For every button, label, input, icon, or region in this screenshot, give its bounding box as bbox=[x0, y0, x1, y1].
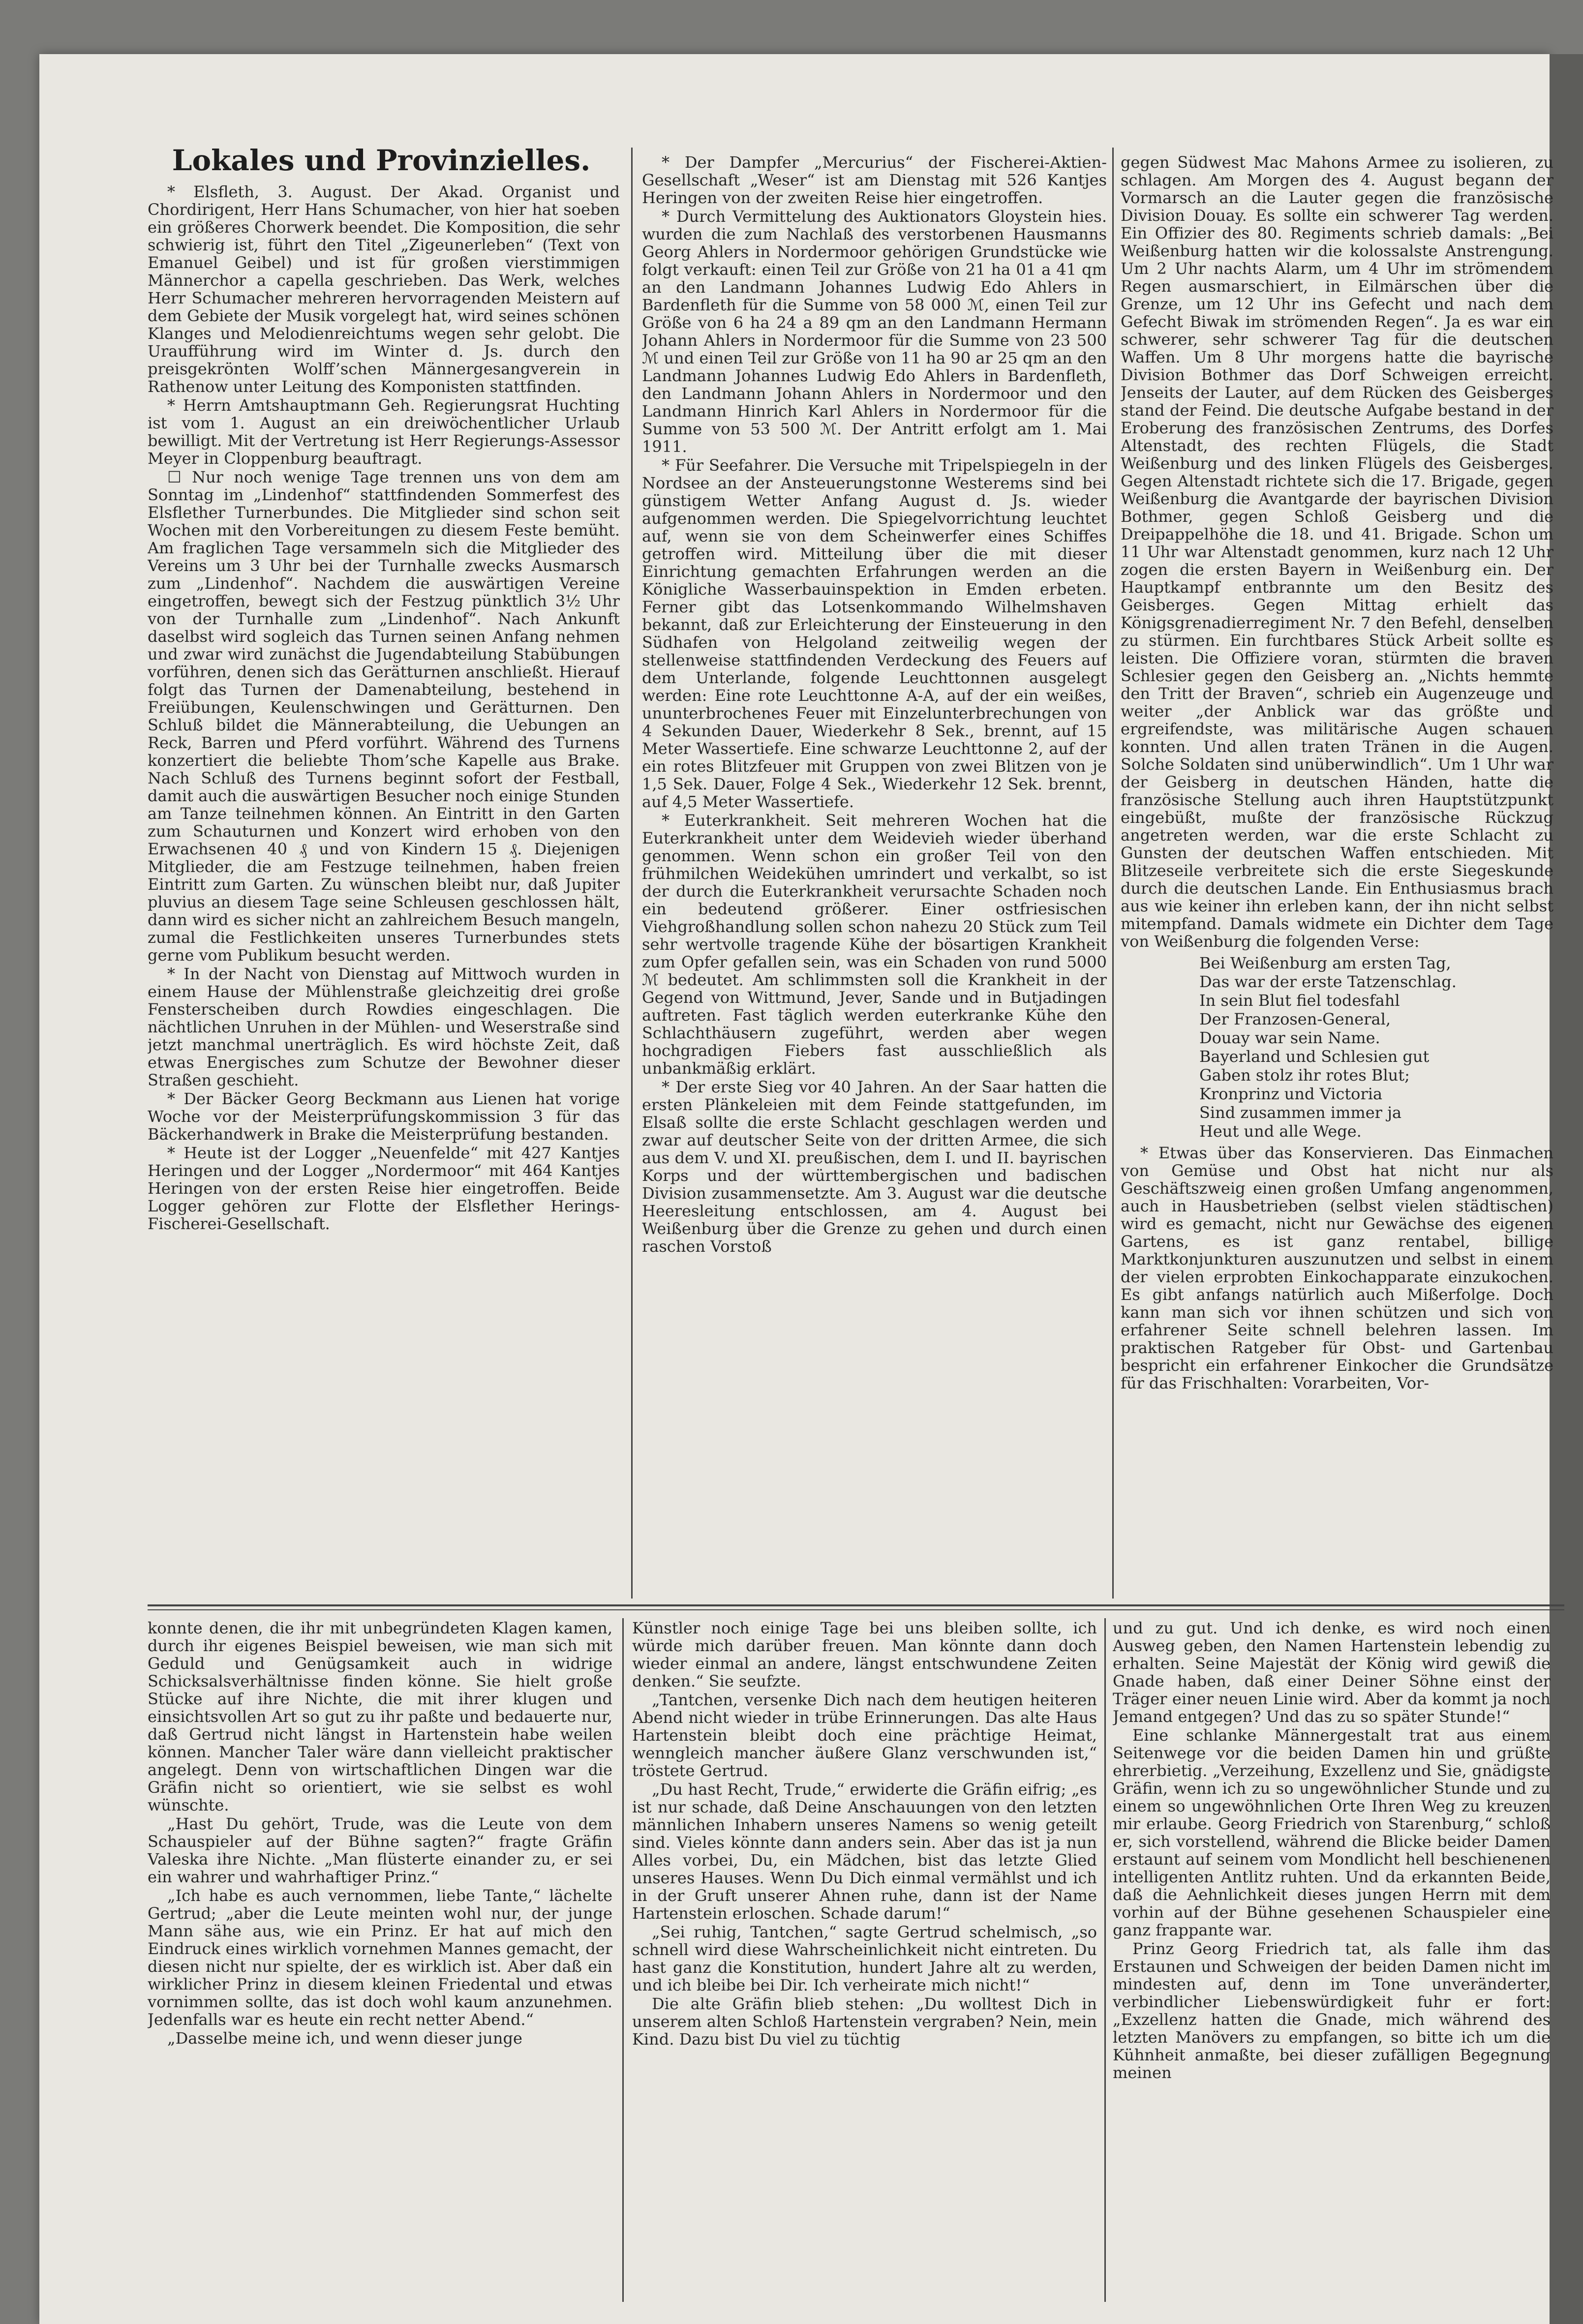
feuilleton-column-3 bbox=[1113, 1619, 1551, 2303]
article-preserving: * Etwas über das Konservieren. Das Einmachen von Gemüse und Obst hat nicht nur als Geschäftszweig einen großen Umfang angenommen, auch in Hausbetrieben (selbst vielen städtischen) wird es gemacht, nicht nur Gewächse des eigenen Gartens, es ist ganz rentabel, billige Marktkonjunkturen auszunutzen und selbst in einem der vielen erprobten Einkochapparate einzukochen. Es gibt anfangs natürlich auch Mißerfolge. Doch kann man sich vor ihnen schützen und sich von erfahrener Seite schnell belehren lassen. Im praktischen Ratgeber für Obst- und Gartenbau bespricht ein erfahrener Einkocher die Grundsätze für das Frischhalten: Vorarbeiten, Vor- bbox=[1121, 1144, 1553, 1392]
story-paragraph: „Tantchen, versenke Dich nach dem heutigen heiteren Abend nicht wieder in trübe Erinnerungen. Das alte Haus Hartenstein bleibt doch eine prächtige Heimat, wenngleich mancher äußere Glanz verschwunden ist,“ tröstete Gertrud. bbox=[632, 1690, 1097, 1780]
poem-weissenburg bbox=[1121, 954, 1553, 1140]
story-paragraph: „Hast Du gehört, Trude, was die Leute von dem Schauspieler auf der Bühne sagten?“ fragte Gräfin Valeska ihre Nichte. „Man flüsterte einander zu, er sei ein wahrer und wahrhaftiger Prinz.“ bbox=[148, 1814, 612, 1886]
verse-line: Sind zusammen immer ja bbox=[1199, 1103, 1402, 1122]
verse-line: Das war der erste Tatzenschlag. bbox=[1199, 972, 1457, 991]
feuilleton-column-1 bbox=[148, 1619, 612, 2303]
article-turnerbund: ☐ Nur noch wenige Tage trennen uns von dem am Sonntag im „Lindenhof“ stattfindenden Sommerfest des Elsflether Turnerbundes. Die Mitglieder sind schon seit Wochen mit den Vorbereitungen zu diesem Feste bemüht. Am fraglichen Tage versammeln sich die Mitglieder des Vereins um 3 Uhr bei der Turnhalle zwecks Ausmarsch zum „Lindenhof“. Nachdem die auswärtigen Vereine eingetroffen, bewegt sich der Festzug pünktlich 3½ Uhr von der Turnhalle zum „Lindenhof“. Nach Ankunft daselbst wird sogleich das Turnen seinen Anfang nehmen und zwar wird zunächst die Jugendabteilung Stabübungen vorführen, denen sich das Gerätturnen anschließt. Hierauf folgt das Turnen der Damenabteilung, bestehend in Freiübungen, Keulenschwingen und Gerätturnen. Den Schluß bildet die Männerabteilung, die Uebungen an Reck, Barren und Pferd vorführt. Während des Turnens konzertiert die beliebte Thom’sche Kapelle aus Brake. Nach Schluß des Turnens beginnt sofort der Festball, damit auch die auswärtigen Besucher noch einige Stunden am Tanze teilnehmen können. An Eintritt in den Garten zum Schauturnen und Konzert wird erhoben von den Erwachsenen 40 ₰ und von Kindern 15 ₰. Diejenigen Mitglieder, die am Festzuge teilnehmen, haben freien Eintritt zum Garten. Zu wünschen bleibt nur, daß Jupiter pluvius an diesem Tage seine Schleusen geschlossen hält, dann wird es sicher nicht an zahlreichem Besuch mangeln, zumal die Festlichkeiten unseres Turnerbundes stets gerne vom Publikum besucht werden. bbox=[148, 468, 620, 965]
story-paragraph: Eine schlanke Männergestalt trat aus einem Seitenwege vor die beiden Damen hin und grüßte ehrerbietig. „Verzeihung, Exzellenz und Sie, gnädigste Gräfin, wenn ich zu so ungewöhnlicher Stunde und zu einem so ungewöhnlichen Orte Ihren Weg zu kreuzen mir erlaube. Georg Friedrich von Starenburg,“ schloß er, sich vorstellend, während die Blicke beider Damen erstaunt auf seinem vom Mondlicht hell beschienenen intelligenten Antlitz ruhten. Und da erkannten Beide, daß die Aehnlichkeit dieses jungen Herrn mit dem vorhin auf der Bühne gesehenen Schauspieler eine ganz frappante war. bbox=[1113, 1726, 1551, 1939]
feuilleton-column-divider-2 bbox=[1104, 1618, 1106, 2302]
story-paragraph: Prinz Georg Friedrich tat, als falle ihm das Erstaunen und Schweigen der beiden Damen nicht im mindesten auf, denn im Tone unveränderter, verbindlicher Liebenswürdigkeit fuhr er fort: „Exzellenz hatten die Gnade, mich während des letzten Manövers zu empfangen, so bitte ich um die Kühnheit anmaßte, bei dieser zufälligen Begegnung meinen bbox=[1113, 1939, 1551, 2082]
binding-edge bbox=[1550, 54, 1583, 2324]
column-1 bbox=[148, 183, 620, 1600]
section-title: Lokales und Provinzielles. bbox=[172, 144, 591, 177]
story-paragraph: „Ich habe es auch vernommen, liebe Tante,“ lächelte Gertrud; „aber die Leute meinten wohl nur, der junge Mann sähe aus, wie ein Prinz. Er hat auf mich den Eindruck eines wirklich vornehmen Mannes gemacht, der diesen nicht nur spielte, der es wirklich ist. Aber daß ein wirklicher Prinz in diesem kleinen Friedental und etwas vornimmen sollte, das ist doch wohl kaum anzunehmen. Jedenfalls war es heute ein recht netter Abend.“ bbox=[148, 1886, 612, 2029]
verse-line: In sein Blut fiel todesfahl bbox=[1199, 991, 1400, 1010]
article-windows: * In der Nacht von Dienstag auf Mittwoch wurden in einem Hause der Mühlenstraße gleichzeitig drei große Fensterscheiben durch Rowdies eingeschlagen. Die nächtlichen Unruhen in der Mühlen- und Weserstraße sind jetzt manchmal unerträglich. Es wird höchste Zeit, daß etwas Energisches zum Schutze der Bewohner dieser Straßen geschieht. bbox=[148, 965, 620, 1089]
article-udder-disease: * Euterkrankheit. Seit mehreren Wochen hat die Euterkrankheit unter dem Weidevieh wieder überhand genommen. Wenn schon ein großer Teil von den frühmilchen Weidekühen umrindert und verkalbt, so ist der durch die Euterkrankheit verursachte Schaden noch ein bedeutend größerer. Einer ostfriesischen Viehgroßhandlung sollen schon nahezu 20 Stück zum Teil sehr wertvolle tragende Kühe der bösartigen Krankheit zum Opfer gefallen sein, was ein Schaden von rund 5000 ℳ bedeutet. Am schlimmsten soll die Krankheit in der Gegend von Wittmund, Jever, Sande und in Butjadingen auftreten. Fast täglich werden euterkranke Kühe den Schlachthäusern zugeführt, werden aber wegen hochgradigen Fiebers fast ausschließlich als unbankmäßig erklärt. bbox=[642, 811, 1107, 1078]
verse-line: Douay war sein Name. bbox=[1199, 1028, 1380, 1047]
column-3 bbox=[1121, 153, 1553, 1600]
column-divider-2 bbox=[1112, 148, 1114, 1599]
article-mercurius: * Der Dampfer „Mercurius“ der Fischerei-Aktien-Gesellschaft „Weser“ ist am Dienstag mit 526 Kantjes Heringen von der zweiten Reise hier eingetroffen. bbox=[642, 153, 1107, 207]
story-paragraph: „Dasselbe meine ich, und wenn dieser junge bbox=[167, 2029, 522, 2048]
verse-line: Der Franzosen-General, bbox=[1199, 1010, 1391, 1028]
article-first-victory: * Der erste Sieg vor 40 Jahren. An der Saar hatten die ersten Plänkeleien mit dem Feinde stattgefunden, im Elsaß sollte die erste Schlacht geschlagen werden und zwar auf deutscher Seite von der dritten Armee, die sich aus dem V. und XI. preußischen, dem I. und II. bayrischen Korps und der württembergischen und badischen Division zusammensetzte. Am 3. August war die deutsche Heeresleitung entschlossen, am 4. August bei Weißenburg über die Grenze zu gehen und durch einen raschen Vorstoß bbox=[642, 1078, 1107, 1256]
story-paragraph: „Sei ruhig, Tantchen,“ sagte Gertrud schelmisch, „so schnell wird diese Wahrscheinlichkeit nicht eintreten. Du hast ganz die Konstitution, hundert Jahre alt zu werden, und ich bleibe bei Dir. Ich verheirate mich nicht!“ bbox=[632, 1923, 1097, 1994]
feuilleton-divider-thin bbox=[148, 1609, 1564, 1610]
article-leave: * Herrn Amtshauptmann Geh. Regierungsrat Huchting ist vom 1. August an ein dreiwöchentlicher Urlaub bewilligt. Mit der Vertretung ist Herr Regierungs-Assessor Meyer in Cloppenburg beauftragt. bbox=[148, 396, 620, 468]
feuilleton-column-divider-1 bbox=[622, 1618, 624, 2302]
column-divider-1 bbox=[631, 148, 633, 1599]
article-baker: * Der Bäcker Georg Beckmann aus Lienen hat vorige Woche vor der Meisterprüfungskommission 3 für das Bäckerhandwerk in Brake die Meisterprüfung bestanden. bbox=[148, 1089, 620, 1144]
article-logger: * Heute ist der Logger „Neuenfelde“ mit 427 Kantjes Heringen und der Logger „Nordermoor“ mit 464 Kantjes Heringen von der ersten Reise hier eingetroffen. Beide Logger gehören zur Flotte der Elsflether Herings-Fischerei-Gesellschaft. bbox=[148, 1144, 620, 1233]
story-paragraph: Die alte Gräfin blieb stehen: „Du wolltest Dich in unserem alten Schloß Hartenstein vergraben? Nein, mein Kind. Dazu bist Du viel zu tüchtig bbox=[632, 1994, 1097, 2049]
story-paragraph: „Du hast Recht, Trude,“ erwiderte die Gräfin eifrig; „es ist nur schade, daß Deine Anschauungen von den letzten männlichen Inhabern unseres Namens so wenig geteilt sind. Vieles könnte dann anders sein. Aber das ist ja nun Alles vorbei, Du, ein Mädchen, bist das letzte Glied unseres Hauses. Wenn Du Dich einmal vermählst und ich in der Gruft unserer Ahnen ruhe, dann ist der Name Hartenstein erloschen. Schade darum!“ bbox=[632, 1780, 1097, 1923]
column-2 bbox=[642, 153, 1107, 1600]
article-weissenburg-continued: gegen Südwest Mac Mahons Armee zu isolieren, zu schlagen. Am Morgen des 4. August begann der Vormarsch an die Lauter gegen die französische Division Douay. Es sollte ein schwerer Tag werden. Ein Offizier des 80. Regiments schrieb damals: „Bei Weißenburg hatten wir die kolossalste Anstrengung. Um 2 Uhr nachts Alarm, um 4 Uhr im strömendem Regen ausmarschiert, in Eilmärschen über die Grenze, um 12 Uhr ins Gefecht und nach dem Gefecht Biwak im strömenden Regen“. Ja es war ein schwerer, sehr schwerer Tag für die deutschen Waffen. Um 8 Uhr morgens hatte die bayrische Division Bothmer das Dorf Schweigen erreicht. Jenseits der Lauter, auf dem Rücken des Geisberges stand der Feind. Die deutsche Aufgabe bestand in der Eroberung des französischen Zentrums, des Dorfes Altenstadt, des rechten Flügels, die Stadt Weißenburg und des linken Flügels des Geisberges. Gegen Altenstadt richtete sich die 17. Brigade, gegen Weißenburg die Avantgarde der bayrischen Division Bothmer, gegen Schloß Geisberg und die Dreipappelhöhe die 18. und 41. Brigade. Schon um 11 Uhr war Altenstadt genommen, kurz nach 12 Uhr zogen die ersten Bayern in Weißenburg ein. Der Hauptkampf entbrannte um den Besitz des Geisberges. Gegen Mittag erhielt das Königsgrenadierregiment Nr. 7 den Befehl, denselben zu stürmen. Ein furchtbares Stück Arbeit sollte es leisten. Die Offiziere voran, stürmten die braven Schlesier gegen den Geisberg an. „Nichts hemmte den Tritt der Braven“, schrieb ein Augenzeuge und weiter „der Anblick war das größte und ergreifendste, was militärische Augen schauen konnten. Und allen traten Tränen in die Augen. Solche Soldaten sind unüberwindlich“. Um 1 Uhr war der Geisberg in deutschen Händen, hatte die französische Stellung auch ihren Hauptstützpunkt eingebüßt, mußte der französische Rückzug angetreten werden, war die erste Schlacht zu Gunsten der deutschen Waffen entschieden. Mit Blitzeseile verbreitete sich die erste Siegeskunde durch die deutschen Lande. Ein Enthusiasmus brach aus wie keiner ihn erleben kann, der ihn nicht selbst mitempfand. Damals widmete ein Dichter dem Tage von Weißenburg die folgenden Verse: bbox=[1121, 153, 1553, 951]
story-paragraph: und zu gut. Und ich denke, es wird noch einen Ausweg geben, den Namen Hartenstein lebendig zu erhalten. Seine Majestät der König wird gewiß die Gnade haben, daß einer Deiner Söhne einst der Träger einer neuen Linie wird. Aber da kommt ja noch Jemand entgegen? Und das zu so später Stunde!“ bbox=[1113, 1619, 1551, 1726]
feuilleton-divider bbox=[148, 1604, 1564, 1606]
article-elsfleth-choir: * Elsfleth, 3. August. Der Akad. Organist und Chordirigent, Herr Hans Schumacher, von hier hat soeben ein größeres Chorwerk beendet. Die Komposition, die sehr schwierig ist, führt den Titel „Zigeunerleben“ (Text von Emanuel Geibel) und ist für großen vierstimmigen Männerchor a capella geschrieben. Das Werk, welches Herr Schumacher mehreren hervorragenden Meistern auf dem Gebiete der Musik vorgelegt hat, wird seines schönen Klanges und Melodienreichtums wegen sehr gelobt. Die Uraufführung wird im Winter d. Js. durch den preisgekrönten Wolff’schen Männergesangverein in Rathenow unter Leitung des Komponisten stattfinden. bbox=[148, 183, 620, 396]
story-paragraph: Künstler noch einige Tage bei uns bleiben sollte, ich würde mich darüber freuen. Man könnte dann doch wieder einmal an andere, längst entschwundene Zeiten denken.“ Sie seufzte. bbox=[632, 1619, 1097, 1690]
verse-line: Bayerland und Schlesien gut bbox=[1199, 1047, 1430, 1066]
verse-line: Heut und alle Wege. bbox=[1199, 1122, 1362, 1141]
verse-line: Gaben stolz ihr rotes Blut; bbox=[1199, 1066, 1410, 1085]
verse-line: Kronprinz und Victoria bbox=[1199, 1085, 1383, 1103]
story-paragraph: konnte denen, die ihr mit unbegründeten Klagen kamen, durch ihr eigenes Beispiel beweisen, wie man sich mit Geduld und Genügsamkeit auch in widrige Schicksalsverhältnisse finden könne. Sie hielt große Stücke auf ihre Nichte, die mit ihrer klugen und einsichtsvollen Art so gut zu ihr paßte und bedauerte nur, daß Gertrud nicht längst in Hartenstein habe weilen können. Mancher Taler wäre dann vielleicht praktischer angelegt. Denn von wirtschaftlichen Dingen war die Gräfin nicht so orientiert, wie sie selbst es wohl wünschte. bbox=[148, 1619, 612, 1814]
verse-line: Bei Weißenburg am ersten Tag, bbox=[1199, 954, 1451, 972]
article-auction: * Durch Vermittelung des Auktionators Gloystein hies. wurden die zum Nachlaß des verstorbenen Hausmanns Georg Ahlers in Nordermoor gehörigen Grundstücke wie folgt verkauft: einen Teil zur Größe von 21 ha 01 a 41 qm an den Landmann Johannes Ludwig Edo Ahlers in Bardenfleth für die Summe von 58 000 ℳ, einen Teil zur Größe von 6 ha 24 a 89 qm an den Landmann Hermann Johann Ahlers in Nordermoor für die Summe von 23 500 ℳ und einen Teil zur Größe von 11 ha 90 ar 25 qm an den Landmann Johannes Ludwig Edo Ahlers in Bardenfleth, den Landmann Johann Ahlers in Nordermoor und den Landmann Hinrich Karl Ahlers in Nordermoor für die Summe von 53 500 ℳ. Der Antritt erfolgt am 1. Mai 1911. bbox=[642, 207, 1107, 456]
article-seafarers: * Für Seefahrer. Die Versuche mit Tripelspiegeln in der Nordsee an der Ansteuerungstonne Westerems sind bei günstigem Wetter Anfang August d. Js. wieder aufgenommen werden. Die Spiegelvorrichtung leuchtet auf, wenn sie von dem Scheinwerfer eines Schiffes getroffen wird. Mitteilung über die mit dieser Einrichtung gemachten Erfahrungen werden an die Königliche Wasserbauinspektion in Emden erbeten. Ferner gibt das Lotsenkommando Wilhelmshaven bekannt, daß zur Erleichterung der Einsteuerung in den Südhafen von Helgoland zeitweilig wegen der stellenweise stattfindenden Verdeckung des Feuers auf dem Unterlande, folgende Leuchttonnen ausgelegt werden: Eine rote Leuchttonne A-A, auf der ein weißes, ununterbrochenes Feuer mit Einzelunterbrechungen von 4 Sekunden Dauer, Wiederkehr 8 Sek., brennt, auf 15 Meter Wassertiefe. Eine schwarze Leuchttonne 2, auf der ein rotes Blitzfeuer mit Gruppen von zwei Blitzen von je 1,5 Sek. Dauer, Folge 4 Sek., Wiederkehr 12 Sek. brennt, auf 4,5 Meter Wassertiefe. bbox=[642, 456, 1107, 811]
feuilleton-column-2 bbox=[632, 1619, 1097, 2303]
